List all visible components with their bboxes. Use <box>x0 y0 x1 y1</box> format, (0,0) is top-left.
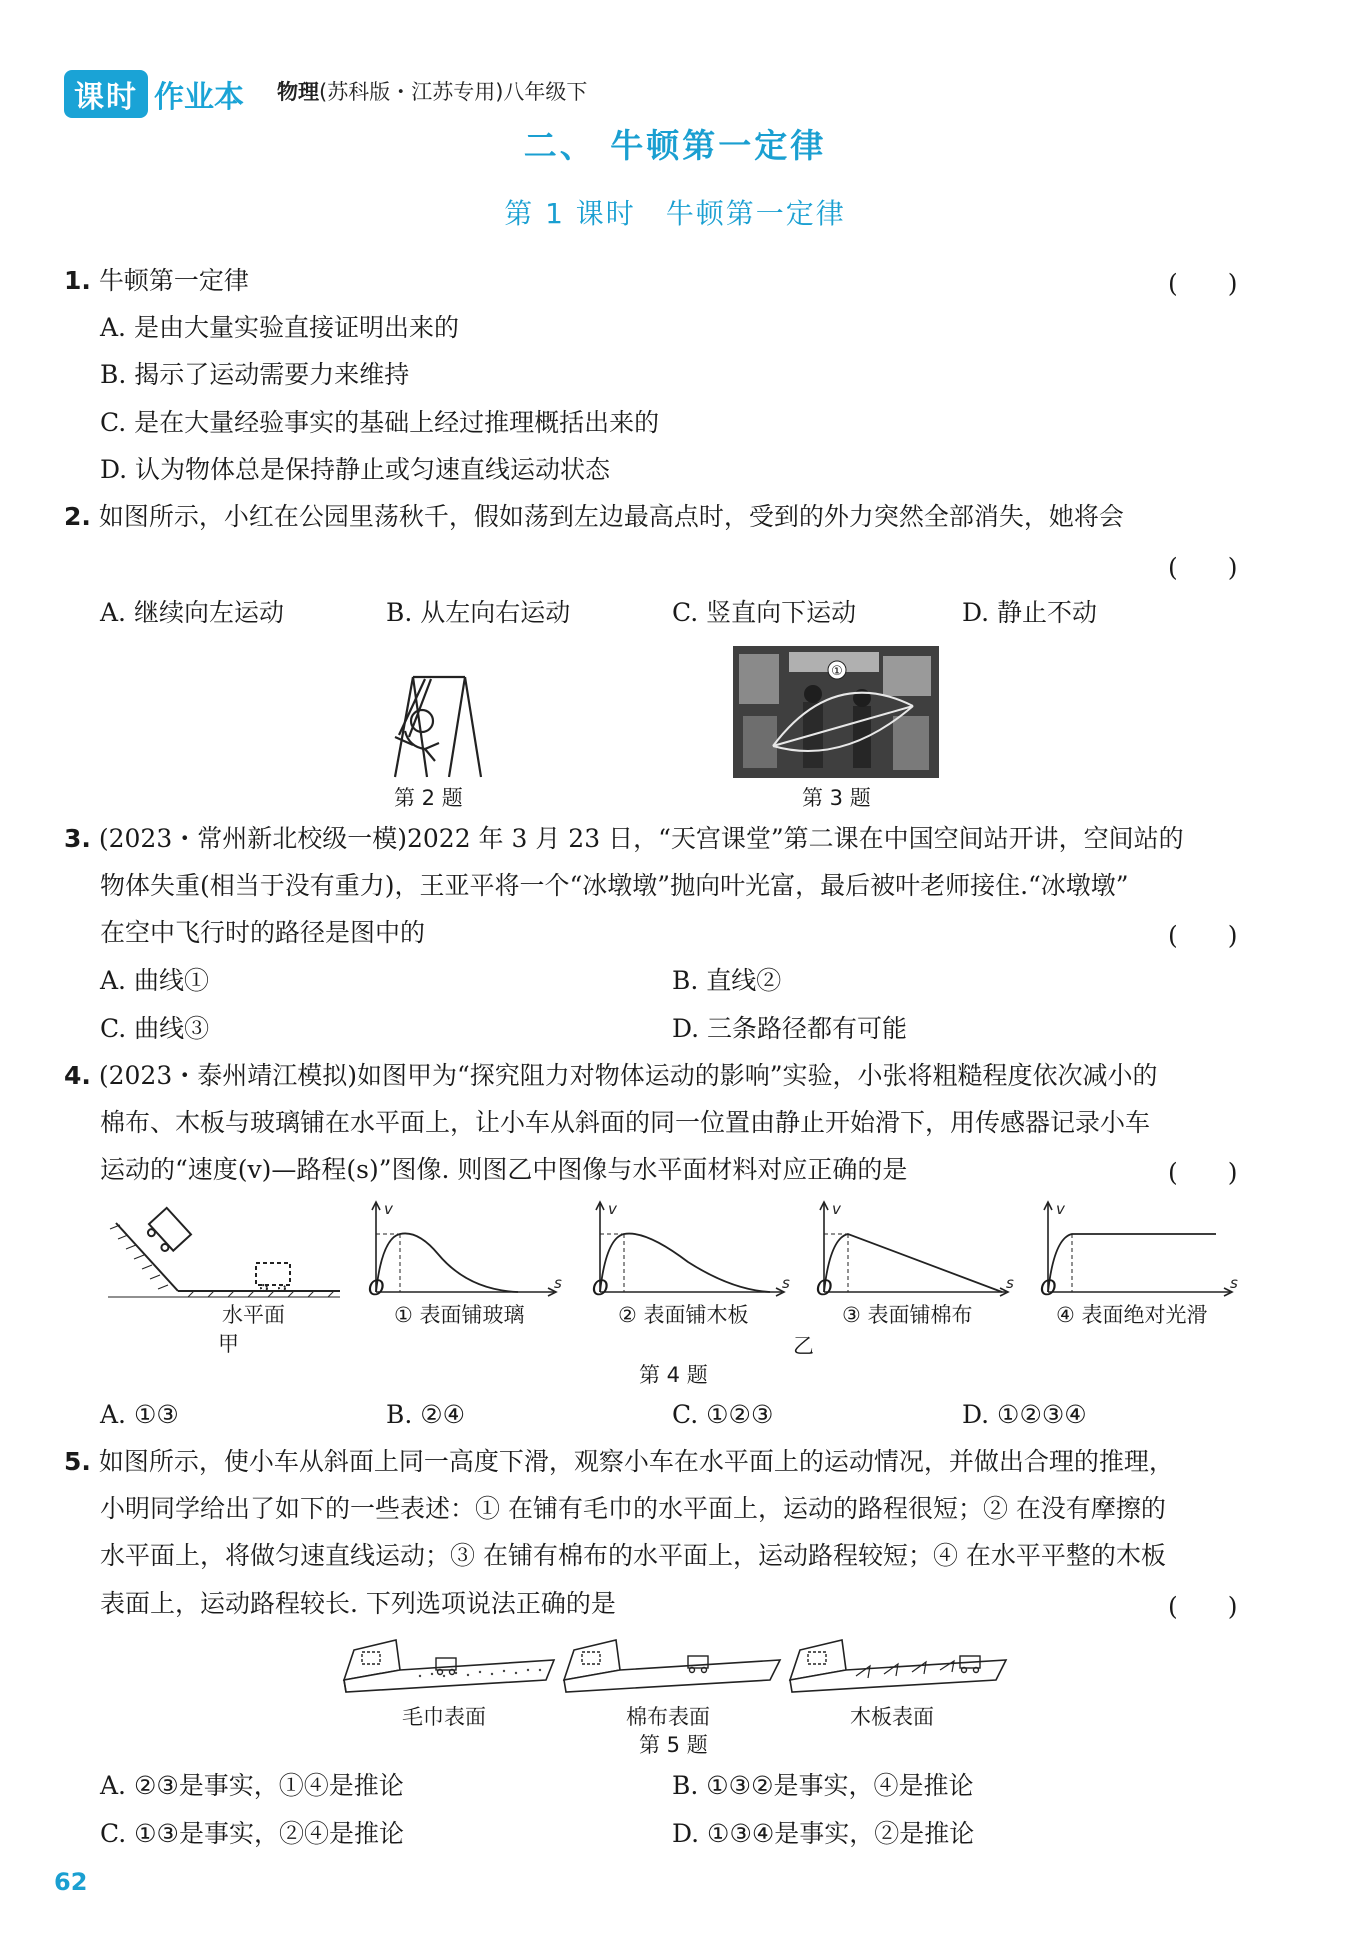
graph-1-origin: O <box>368 1276 385 1300</box>
graph-4-origin: O <box>1040 1276 1057 1300</box>
page-number: 62 <box>54 1868 88 1896</box>
graph-4-label: ④ 表面绝对光滑 <box>1056 1303 1208 1327</box>
q5-text-line1: 如图所示，使小车从斜面上同一高度下滑，观察小车在水平面上的运动情况，并做出合理的推理， <box>98 1447 1174 1476</box>
vs-graph-2 <box>592 1198 802 1298</box>
q3-option-b: B. 直线② <box>672 966 782 995</box>
subject-line <box>277 76 587 106</box>
q4-stem-line3: 运动的“速度(v)—路程(s)”图像. 则图乙中图像与水平面材料对应正确的是 <box>100 1155 908 1184</box>
q4-text-line1: (2023・泰州靖江模拟)如图甲为“探究阻力对物体运动的影响”实验，小张将粗糙程度依次减小的 <box>98 1061 1158 1090</box>
q4-answer-blank: ( ) <box>1168 1158 1238 1187</box>
q2-option-a: A. 继续向左运动 <box>100 598 284 627</box>
q5-stem-line2: 小明同学给出了如下的一些表述：① 在铺有毛巾的水平面上，运动的路程很短；② 在没有摩擦的 <box>100 1494 1166 1523</box>
q2-figure-caption: 第 2 题 <box>394 786 463 810</box>
q2-text: 如图所示，小红在公园里荡秋千，假如荡到左边最高点时，受到的外力突然全部消失，她将会 <box>98 502 1124 531</box>
q5-number: 5. <box>64 1447 91 1476</box>
graph-2-v-axis: v <box>608 1200 617 1218</box>
q3-stem-line3: 在空中飞行时的路径是图中的 <box>100 918 426 947</box>
q2-stem <box>64 500 1124 534</box>
q4-figure-caption: 第 4 题 <box>639 1363 708 1387</box>
vs-graph-3 <box>816 1198 1026 1298</box>
graph-2-label: ② 表面铺木板 <box>618 1303 749 1327</box>
subject-rest: (苏科版・江苏专用)八年级下 <box>319 80 588 104</box>
graph-1-v-axis: v <box>384 1200 393 1218</box>
q1-option-c: C. 是在大量经验事实的基础上经过推理概括出来的 <box>100 408 660 437</box>
towel-surface-label: 毛巾表面 <box>402 1705 486 1729</box>
q1-number: 1. <box>64 266 91 295</box>
incline-sub-label: 甲 <box>218 1332 239 1356</box>
q5-figure-caption: 第 5 题 <box>639 1733 708 1757</box>
q3-stem-line1 <box>64 822 1184 856</box>
swing-figure <box>365 665 485 783</box>
incline-figure <box>108 1205 344 1309</box>
graph-2-s-axis: s <box>782 1274 790 1292</box>
towel-track-figure <box>340 1636 560 1708</box>
q3-text-line1: (2023・常州新北校级一模)2022 年 3 月 23 日，“天宫课堂”第二课在中国空间站开讲，空间站的 <box>98 824 1184 853</box>
q5-stem-line3: 水平面上，将做匀速直线运动；③ 在铺有棉布的水平面上，运动路程较短；④ 在水平平整的木板 <box>100 1541 1166 1570</box>
photo-marker: ① <box>831 664 843 679</box>
subject-bold: 物理 <box>277 80 319 104</box>
graph-3-s-axis: s <box>1006 1274 1014 1292</box>
q1-option-b: B. 揭示了运动需要力来维持 <box>100 360 410 389</box>
q1-option-d: D. 认为物体总是保持静止或匀速直线运动状态 <box>100 455 611 484</box>
brand-logo <box>64 70 244 118</box>
q3-answer-blank: ( ) <box>1168 921 1238 950</box>
q2-option-c: C. 竖直向下运动 <box>672 598 857 627</box>
cotton-track-figure <box>560 1636 786 1708</box>
q4-stem-line2: 棉布、木板与玻璃铺在水平面上，让小车从斜面的同一位置由静止开始滑下，用传感器记录小车 <box>100 1108 1151 1137</box>
q5-option-d: D. ①③④是事实，②是推论 <box>672 1819 975 1848</box>
wood-track-figure <box>786 1636 1012 1708</box>
space-station-photo <box>733 646 939 778</box>
q4-number: 4. <box>64 1061 91 1090</box>
logo-text: 作业本 <box>154 80 244 115</box>
vs-graph-4 <box>1040 1198 1250 1298</box>
q2-answer-blank: ( ) <box>1168 553 1238 582</box>
graph-4-v-axis: v <box>1056 1200 1065 1218</box>
q5-answer-blank: ( ) <box>1168 1592 1238 1621</box>
section-title: 二、 牛顿第一定律 <box>523 126 827 165</box>
q3-number: 3. <box>64 824 91 853</box>
q3-option-a: A. 曲线① <box>100 966 209 995</box>
q4-option-a: A. ①③ <box>100 1400 179 1429</box>
q4-option-c: C. ①②③ <box>672 1400 774 1429</box>
graph-1-label: ① 表面铺玻璃 <box>394 1303 525 1327</box>
incline-label: 水平面 <box>222 1303 285 1327</box>
q2-option-d: D. 静止不动 <box>962 598 1098 627</box>
q5-stem-line1 <box>64 1445 1174 1479</box>
q5-stem-line4: 表面上，运动路程较长. 下列选项说法正确的是 <box>100 1589 616 1618</box>
q2-option-b: B. 从左向右运动 <box>386 598 571 627</box>
q3-option-d: D. 三条路径都有可能 <box>672 1014 908 1043</box>
cotton-surface-label: 棉布表面 <box>626 1705 710 1729</box>
q1-stem <box>64 264 249 298</box>
q4-option-d: D. ①②③④ <box>962 1400 1087 1429</box>
graph-4-s-axis: s <box>1230 1274 1238 1292</box>
wood-surface-label: 木板表面 <box>850 1705 934 1729</box>
q5-option-b: B. ①③②是事实，④是推论 <box>672 1771 974 1800</box>
q1-option-a: A. 是由大量实验直接证明出来的 <box>100 313 459 342</box>
q5-option-a: A. ②③是事实，①④是推论 <box>100 1771 404 1800</box>
q3-option-c: C. 曲线③ <box>100 1014 210 1043</box>
q4-option-b: B. ②④ <box>386 1400 466 1429</box>
graph-1-s-axis: s <box>554 1274 562 1292</box>
q2-number: 2. <box>64 502 91 531</box>
q5-option-c: C. ①③是事实，②④是推论 <box>100 1819 404 1848</box>
graphs-sub-label: 乙 <box>793 1334 814 1358</box>
q1-text: 牛顿第一定律 <box>98 266 249 295</box>
graph-2-origin: O <box>592 1276 609 1300</box>
logo-box: 课时 <box>64 70 148 118</box>
lesson-title: 第 1 课时 牛顿第一定律 <box>504 197 846 230</box>
graph-3-v-axis: v <box>832 1200 841 1218</box>
graph-3-label: ③ 表面铺棉布 <box>842 1303 973 1327</box>
q1-answer-blank: ( ) <box>1168 269 1238 298</box>
q4-stem-line1 <box>64 1059 1158 1093</box>
q3-stem-line2: 物体失重(相当于没有重力)，王亚平将一个“冰墩墩”抛向叶光富，最后被叶老师接住.“冰墩墩” <box>100 871 1129 900</box>
graph-3-origin: O <box>816 1276 833 1300</box>
q3-figure-caption: 第 3 题 <box>802 786 871 810</box>
